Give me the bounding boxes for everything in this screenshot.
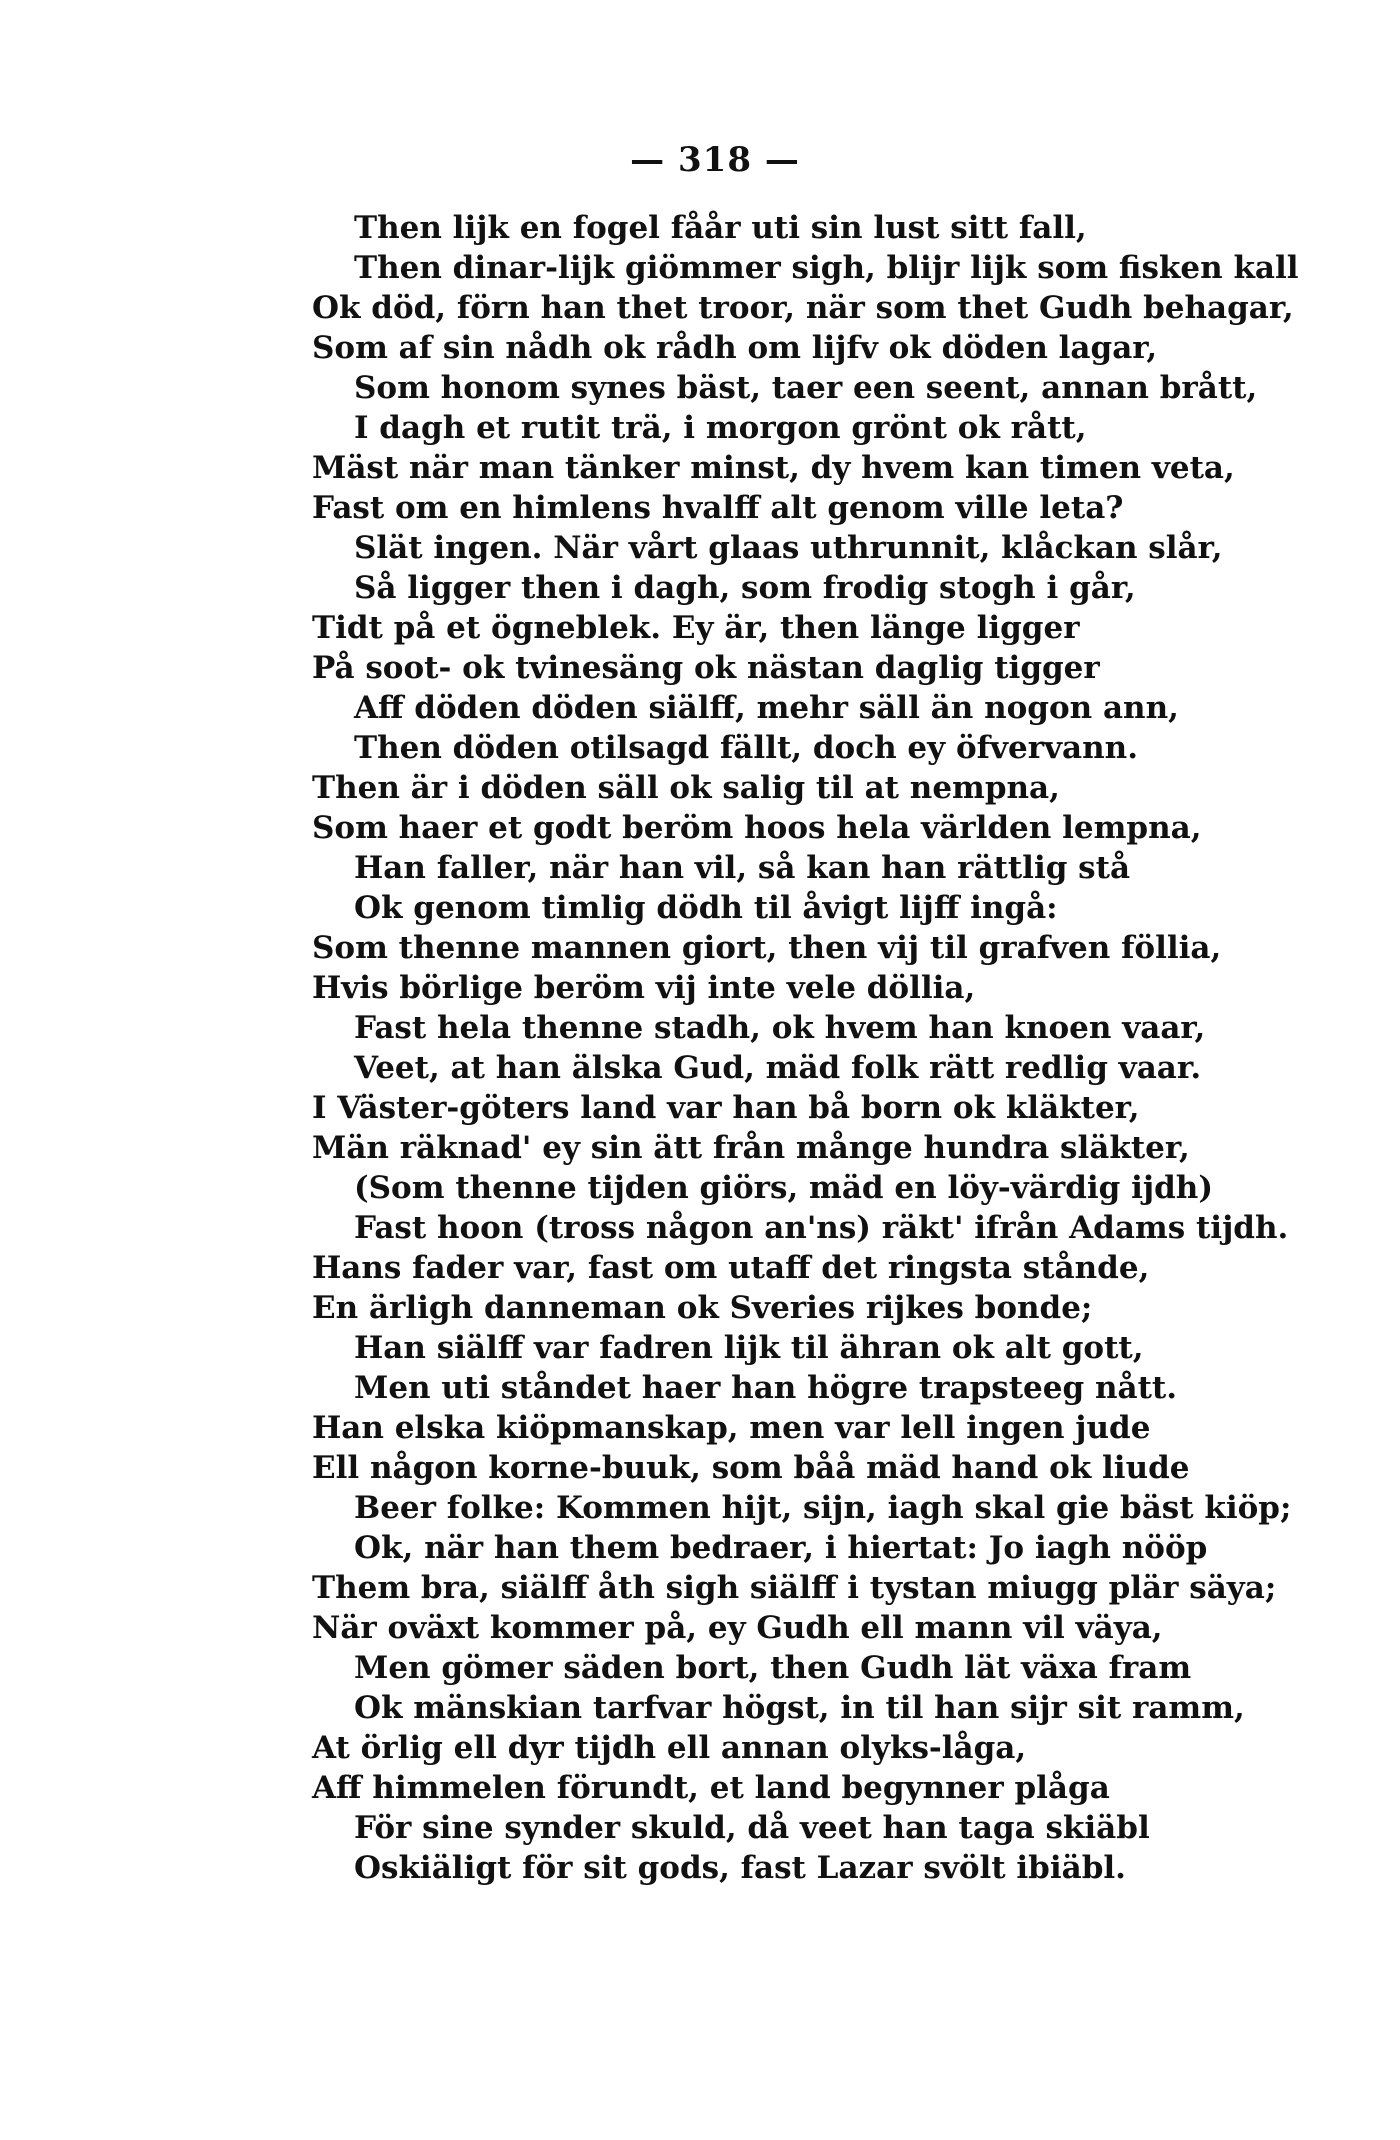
poem-line: Then dinar-lijk giömmer sigh, blijr lijk som fisken kall bbox=[354, 250, 1299, 286]
poem-line: Veet, at han älska Gud, mäd folk rätt redlig vaar. bbox=[354, 1050, 1202, 1086]
poem-line: (Som thenne tijden giörs, mäd en löy-värdig ijdh) bbox=[354, 1170, 1214, 1206]
poem-body bbox=[312, 208, 1312, 1888]
poem-line: En ärligh danneman ok Sveries rijkes bonde; bbox=[312, 1290, 1093, 1326]
page-number: — 318 — bbox=[630, 140, 800, 180]
poem-line: Then lijk en fogel fåår uti sin lust sitt fall, bbox=[354, 210, 1087, 246]
poem-line: Han elska kiöpmanskap, men var lell ingen jude bbox=[312, 1410, 1151, 1446]
poem-line: Beer folke: Kommen hijt, sijn, iagh skal gie bäst kiöp; bbox=[354, 1490, 1292, 1526]
poem-line: Som honom synes bäst, taer een seent, annan brått, bbox=[354, 370, 1258, 406]
poem-line: Han siälff var fadren lijk til ähran ok alt gott, bbox=[354, 1330, 1144, 1366]
poem-line: På soot- ok tvinesäng ok nästan daglig tigger bbox=[312, 650, 1100, 686]
poem-line: At örlig ell dyr tijdh ell annan olyks-låga, bbox=[312, 1730, 1027, 1766]
poem-line: Så ligger then i dagh, som frodig stogh i går, bbox=[354, 570, 1136, 606]
poem-line: Ok, när han them bedraer, i hiertat: Jo iagh nööp bbox=[354, 1530, 1208, 1566]
poem-line: Som af sin nådh ok rådh om lijfv ok döden lagar, bbox=[312, 330, 1158, 366]
poem-line: I dagh et rutit trä, i morgon grönt ok rått, bbox=[354, 410, 1087, 446]
poem-line: Men gömer säden bort, then Gudh lät växa fram bbox=[354, 1650, 1192, 1686]
poem-line: Hans fader var, fast om utaff det ringsta stånde, bbox=[312, 1250, 1150, 1286]
poem-line: Ok död, förn han thet troor, när som thet Gudh behagar, bbox=[312, 290, 1294, 326]
poem-line: Mäst när man tänker minst, dy hvem kan timen veta, bbox=[312, 450, 1235, 486]
poem-line: Ok mänskian tarfvar högst, in til han sijr sit ramm, bbox=[354, 1690, 1245, 1726]
poem-line: Män räknad' ey sin ätt från månge hundra släkter, bbox=[312, 1130, 1190, 1166]
poem-line: Men uti ståndet haer han högre trapsteeg nått. bbox=[354, 1370, 1178, 1406]
poem-line: Fast hoon (tross någon an'ns) räkt' ifrån Adams tijdh. bbox=[354, 1210, 1289, 1246]
poem-line: Then döden otilsagd fällt, doch ey öfvervann. bbox=[354, 730, 1138, 766]
poem-line: Then är i döden säll ok salig til at nempna, bbox=[312, 770, 1060, 806]
poem-line: Fast hela thenne stadh, ok hvem han knoen vaar, bbox=[354, 1010, 1206, 1046]
poem-line: Tidt på et ögneblek. Ey är, then länge ligger bbox=[312, 610, 1080, 646]
poem-line: Han faller, när han vil, så kan han rättlig stå bbox=[354, 850, 1131, 886]
poem-line: Aff himmelen förundt, et land begynner plåga bbox=[312, 1770, 1110, 1806]
poem-line: Slät ingen. När vårt glaas uthrunnit, klåckan slår, bbox=[354, 530, 1223, 566]
poem-line: Them bra, siälff åth sigh siälff i tystan miugg plär säya; bbox=[312, 1570, 1277, 1606]
poem-line: Hvis börlige beröm vij inte vele döllia, bbox=[312, 970, 976, 1006]
poem-line: Aff döden döden siälff, mehr säll än nogon ann, bbox=[354, 690, 1179, 726]
poem-line: När oväxt kommer på, ey Gudh ell mann vil väya, bbox=[312, 1610, 1163, 1646]
poem-line: Som thenne mannen giort, then vij til grafven föllia, bbox=[312, 930, 1222, 966]
poem-line: Oskiäligt för sit gods, fast Lazar svölt ibiäbl. bbox=[354, 1850, 1126, 1886]
poem-line: För sine synder skuld, då veet han taga skiäbl bbox=[354, 1810, 1150, 1846]
poem-line: Ok genom timlig dödh til åvigt lijff ingå: bbox=[354, 890, 1058, 926]
poem-line: Ell någon korne-buuk, som båå mäd hand ok liude bbox=[312, 1450, 1190, 1486]
poem-line: I Väster-göters land var han bå born ok kläkter, bbox=[312, 1090, 1140, 1126]
poem-line: Som haer et godt beröm hoos hela världen lempna, bbox=[312, 810, 1202, 846]
poem-line: Fast om en himlens hvalff alt genom ville leta? bbox=[312, 490, 1124, 526]
